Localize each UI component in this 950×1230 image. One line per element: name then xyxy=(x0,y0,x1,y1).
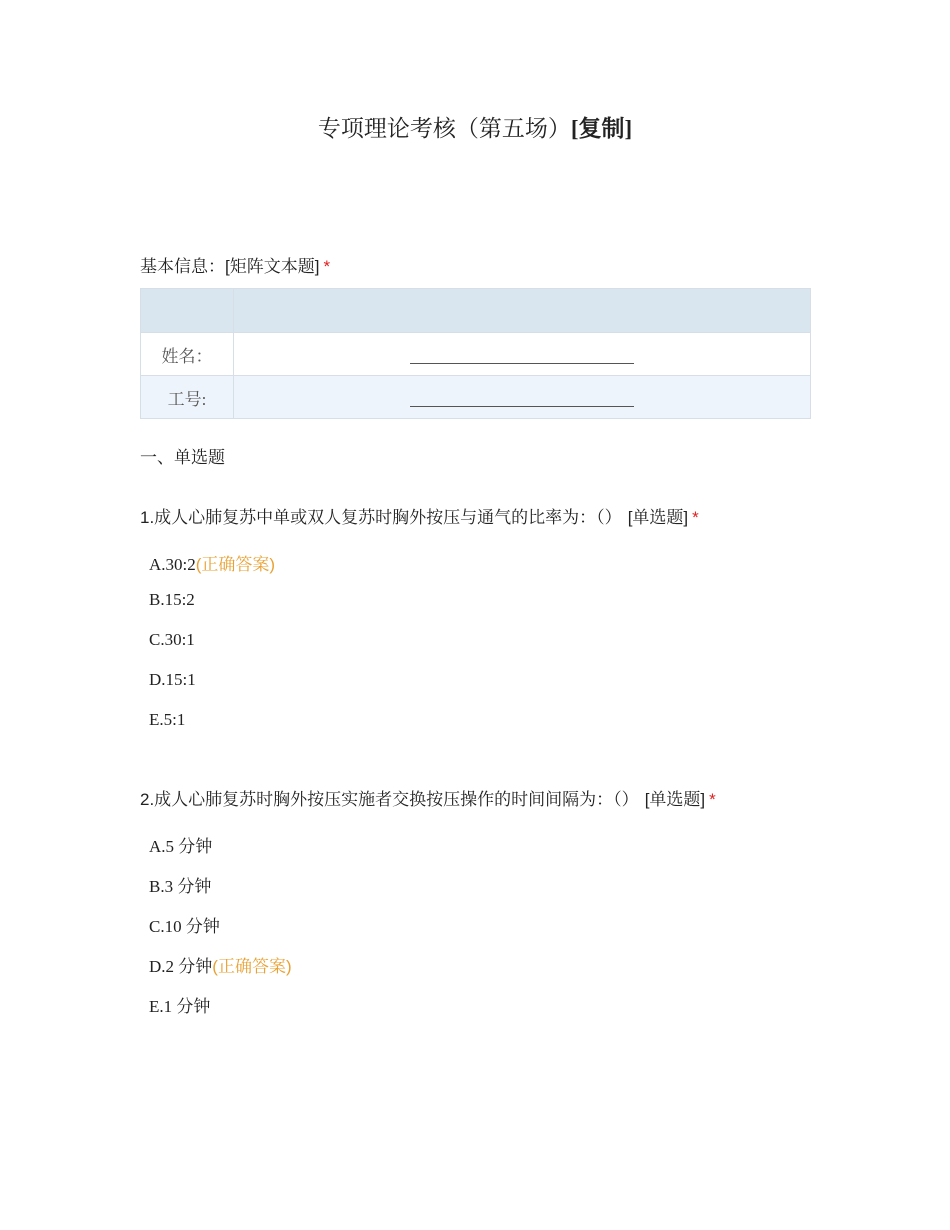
q2-option-c[interactable] xyxy=(149,912,220,937)
q2-option-e[interactable] xyxy=(149,992,210,1017)
q1-option-c[interactable] xyxy=(149,630,195,650)
correct-answer-note: (正确答案) xyxy=(195,555,276,574)
name-input-line[interactable] xyxy=(410,339,634,364)
option-unit: 分钟 xyxy=(177,877,212,896)
q2-option-d[interactable] xyxy=(149,952,292,977)
q1-option-e[interactable] xyxy=(149,710,185,730)
question-type-tag: [单选题] xyxy=(627,508,689,527)
option-unit: 分钟 xyxy=(178,957,213,976)
basic-info-matrix xyxy=(140,288,811,419)
basic-info-question-label xyxy=(140,252,330,277)
matrix-header-cell xyxy=(141,289,234,333)
option-label: E.1 xyxy=(149,997,173,1016)
q2-option-b[interactable] xyxy=(149,872,211,897)
basic-info-label-text: 基本信息：[矩阵文本题] xyxy=(140,257,320,276)
required-mark: * xyxy=(709,790,716,809)
q2-option-a[interactable] xyxy=(149,832,212,857)
matrix-row-label: 工号: xyxy=(141,376,234,419)
matrix-header-row xyxy=(141,289,811,333)
option-label: C.10 xyxy=(149,917,182,936)
matrix-row-label: 姓名： xyxy=(141,333,234,376)
option-unit: 分钟 xyxy=(178,837,213,856)
option-label: E.5:1 xyxy=(149,710,186,729)
option-unit: 分钟 xyxy=(185,917,220,936)
correct-answer-note: (正确答案) xyxy=(212,957,292,976)
matrix-row-name xyxy=(141,333,811,376)
option-label: C.30:1 xyxy=(149,630,195,649)
page-title xyxy=(0,110,950,143)
option-label: A.5 xyxy=(149,837,175,856)
matrix-header-cell xyxy=(234,289,811,333)
name-input-cell[interactable] xyxy=(234,333,811,376)
section-title: 一、单选题 xyxy=(140,448,225,467)
question-1-text xyxy=(140,503,699,528)
q1-option-a[interactable] xyxy=(149,550,275,575)
option-label: B.15:2 xyxy=(149,590,195,609)
page-title-main: 专项理论考核（第五场） xyxy=(317,116,571,141)
required-mark: * xyxy=(323,257,331,276)
employee-id-input-cell[interactable] xyxy=(234,376,811,419)
option-label: D.2 xyxy=(149,957,175,976)
q1-option-b[interactable] xyxy=(149,590,195,610)
option-label: A.30:2 xyxy=(149,555,196,574)
q1-option-d[interactable] xyxy=(149,670,196,690)
option-unit: 分钟 xyxy=(176,997,211,1016)
question-type-tag: [单选题] xyxy=(644,790,706,809)
question-2-text xyxy=(140,785,716,810)
employee-id-input-line[interactable] xyxy=(410,382,634,407)
page-title-suffix: [复制] xyxy=(570,116,633,141)
required-mark: * xyxy=(692,508,699,527)
option-label: B.3 xyxy=(149,877,174,896)
question-text: 1.成人心肺复苏中单或双人复苏时胸外按压与通气的比率为：（） xyxy=(140,508,622,527)
question-text: 2.成人心肺复苏时胸外按压实施者交换按压操作的时间间隔为：（） xyxy=(140,790,639,809)
option-label: D.15:1 xyxy=(149,670,196,689)
matrix-row-employee-id xyxy=(141,376,811,419)
